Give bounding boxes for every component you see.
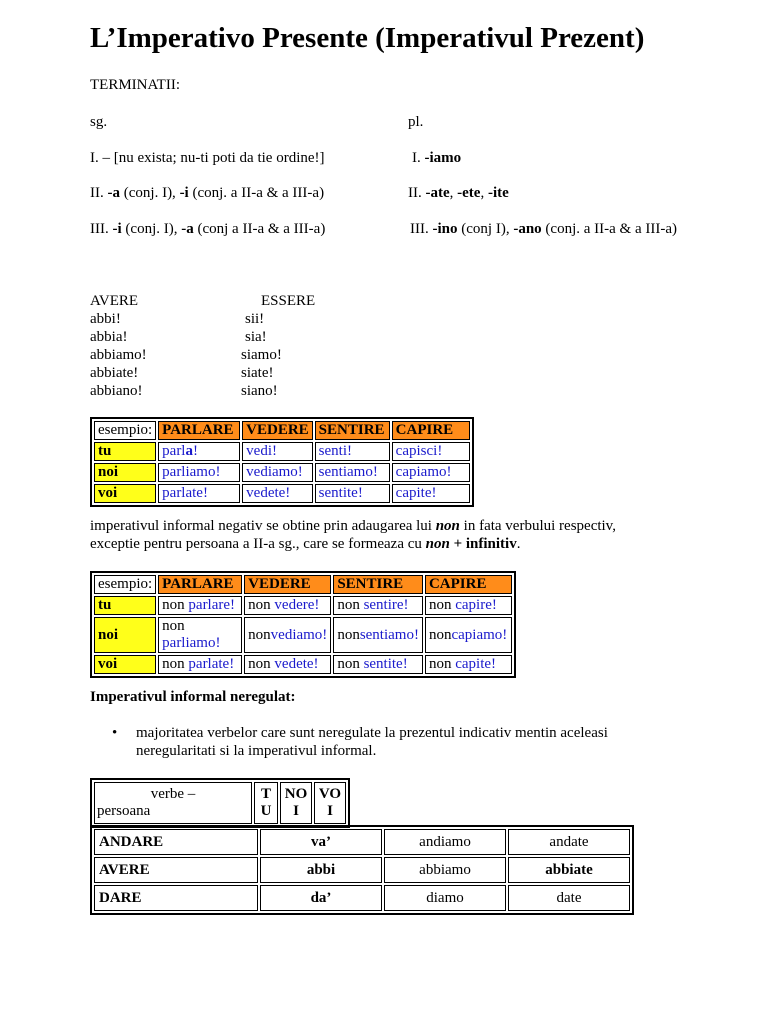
table-cell: capite!: [392, 484, 470, 503]
table-row: [94, 596, 512, 615]
pl-row-2: II. -ate, -ete, -ite: [408, 185, 509, 201]
corner-cell: verbe – persoana: [94, 782, 252, 824]
table-row: [94, 617, 512, 653]
table-cell: non parliamo!: [158, 617, 242, 653]
table-cell: capiamo!: [392, 463, 470, 482]
row-label: voi: [94, 655, 156, 674]
row-label: tu: [94, 442, 156, 461]
table-cell: date: [508, 885, 630, 911]
header-tu: T U: [254, 782, 278, 824]
pl-label: pl.: [408, 114, 424, 130]
essere-form: siamo!: [241, 347, 282, 363]
bullet-line-2: neregularitati si la imperativul informal.: [136, 743, 377, 759]
paragraph-line-1: imperativul informal negativ se obtine prin adaugarea lui non in fata verbului respectiv,: [90, 518, 616, 534]
sg-label: sg.: [90, 114, 108, 130]
column-header: CAPIRE: [425, 575, 512, 594]
avere-form: abbiate!: [90, 365, 139, 381]
table-cell: senti!: [315, 442, 390, 461]
table-row: [94, 829, 630, 855]
header-voi: VO I: [314, 782, 346, 824]
essere-form: siate!: [241, 365, 274, 381]
table-cell: parla!: [158, 442, 240, 461]
table-cell: non capite!: [425, 655, 512, 674]
column-header: CAPIRE: [392, 421, 470, 440]
essere-form: sii!: [245, 311, 265, 327]
avere-form: abbiamo!: [90, 347, 147, 363]
table-cell: parlate!: [158, 484, 240, 503]
table-cell: nonvediamo!: [244, 617, 331, 653]
table-corner: esempio:: [94, 421, 156, 440]
bullet-line-1: majoritatea verbelor care sunt neregulate la prezentul indicativ mentin aceleasi: [136, 725, 608, 741]
negative-table: [90, 571, 516, 678]
essere-heading: ESSERE: [261, 293, 316, 309]
column-header: PARLARE: [158, 421, 240, 440]
paragraph-line-2: exceptie pentru persoana a II-a sg., care se formeaza cu non + infinitiv.: [90, 536, 521, 552]
table-row: [94, 442, 470, 461]
table-cell: non capire!: [425, 596, 512, 615]
terminatii-label: TERMINATII:: [90, 77, 180, 93]
essere-form: siano!: [241, 383, 278, 399]
sg-row-2: II. -a (conj. I), -i (conj. a II-a & a III-a): [90, 185, 325, 201]
table-row: [94, 655, 512, 674]
table-cell: sentiamo!: [315, 463, 390, 482]
table-row: [94, 885, 630, 911]
pl-row-1: I. -iamo: [412, 150, 462, 166]
table-cell: va’: [260, 829, 382, 855]
table-cell: diamo: [384, 885, 506, 911]
verb-cell: ANDARE: [94, 829, 258, 855]
row-label: noi: [94, 617, 156, 653]
table-cell: non vedere!: [244, 596, 331, 615]
bullet-marker: •: [112, 725, 118, 741]
table-cell: non sentire!: [333, 596, 423, 615]
column-header: SENTIRE: [315, 421, 390, 440]
table-cell: andate: [508, 829, 630, 855]
table-cell: vediamo!: [242, 463, 313, 482]
table-cell: parliamo!: [158, 463, 240, 482]
column-header: SENTIRE: [333, 575, 423, 594]
table-corner: esempio:: [94, 575, 156, 594]
row-label: noi: [94, 463, 156, 482]
table-cell: capisci!: [392, 442, 470, 461]
header-noi: NO I: [280, 782, 312, 824]
table-row: [94, 463, 470, 482]
irregular-header-table: [90, 778, 350, 828]
table-cell: non sentite!: [333, 655, 423, 674]
section-heading: Imperativul informal neregulat:: [90, 689, 296, 705]
row-label: tu: [94, 596, 156, 615]
avere-form: abbia!: [90, 329, 128, 345]
verb-cell: DARE: [94, 885, 258, 911]
page-title: L’Imperativo Presente (Imperativul Prezent): [90, 22, 645, 54]
table-cell: abbiate: [508, 857, 630, 883]
table-cell: vedi!: [242, 442, 313, 461]
irregular-verbs-table: [90, 825, 634, 915]
conjugation-table: [90, 417, 474, 507]
table-cell: noncapiamo!: [425, 617, 512, 653]
table-cell: vedete!: [242, 484, 313, 503]
table-cell: nonsentiamo!: [333, 617, 423, 653]
sg-row-1: I. – [nu exista; nu-ti poti da tie ordine!]: [90, 150, 325, 166]
avere-heading: AVERE: [90, 293, 139, 309]
table-row: [94, 484, 470, 503]
avere-form: abbi!: [90, 311, 121, 327]
table-cell: abbi: [260, 857, 382, 883]
table-cell: non parlate!: [158, 655, 242, 674]
column-header: PARLARE: [158, 575, 242, 594]
table-cell: non vedete!: [244, 655, 331, 674]
pl-row-3: III. -ino (conj I), -ano (conj. a II-a & a III-a): [410, 221, 678, 237]
table-cell: andiamo: [384, 829, 506, 855]
sg-row-3: III. -i (conj. I), -a (conj a II-a & a III-a): [90, 221, 326, 237]
avere-form: abbiano!: [90, 383, 143, 399]
column-header: VEDERE: [244, 575, 331, 594]
table-cell: abbiamo: [384, 857, 506, 883]
table-cell: sentite!: [315, 484, 390, 503]
row-label: voi: [94, 484, 156, 503]
table-row: [94, 857, 630, 883]
table-cell: da’: [260, 885, 382, 911]
essere-form: sia!: [245, 329, 267, 345]
verb-cell: AVERE: [94, 857, 258, 883]
table-cell: non parlare!: [158, 596, 242, 615]
column-header: VEDERE: [242, 421, 313, 440]
